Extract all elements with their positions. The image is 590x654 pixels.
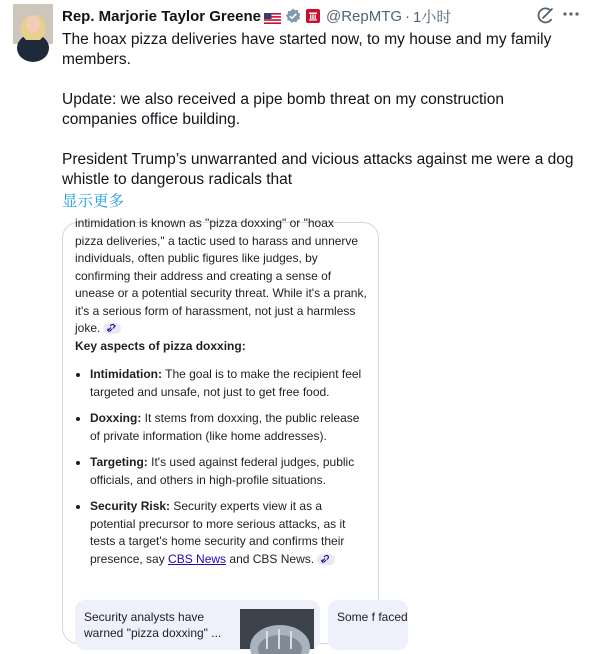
- government-badge-icon[interactable]: [306, 9, 320, 23]
- source-thumbnail: [240, 609, 314, 649]
- attached-image-card[interactable]: [62, 216, 408, 644]
- list-item: [75, 498, 367, 568]
- intro-paragraph: [75, 233, 367, 338]
- source-card: [328, 600, 408, 650]
- list-item: [75, 410, 367, 445]
- link-chip-icon: [103, 323, 121, 334]
- more-options-icon[interactable]: [561, 4, 581, 24]
- source-card-text: Security analysts have warned "pizza doxxing" ...: [84, 610, 222, 640]
- key-aspects-heading: Key aspects of pizza doxxing:: [75, 338, 246, 353]
- aspect-term: Intimidation:: [90, 367, 162, 381]
- tweet-paragraph: President Trump’s unwarranted and vicious attacks against me were a dog whistle to dangerous radicals that: [62, 151, 574, 188]
- us-flag-icon: [264, 11, 281, 22]
- tweet-text: [62, 30, 577, 190]
- aspect-term: Doxxing:: [90, 411, 142, 425]
- author-avatar[interactable]: [13, 4, 53, 44]
- tweet-paragraph: Update: we also received a pipe bomb threat on my construction companies office building.: [62, 91, 504, 128]
- link-chip-icon: [317, 554, 335, 565]
- grok-icon[interactable]: [535, 6, 555, 26]
- aspect-term: Security Risk:: [90, 499, 171, 513]
- aspect-text: It's used against federal judges, public officials, and others in high-profile situations.: [90, 455, 355, 487]
- aspects-list: [75, 366, 367, 568]
- tweet-paragraph: The hoax pizza deliveries have started now, to my house and my family members.: [62, 31, 552, 68]
- aspect-text: It stems from doxxing, the public release of private information (like home addresses).: [90, 411, 360, 443]
- aspect-text-after: and CBS News.: [226, 551, 315, 566]
- source-card-text: Some f faced: [337, 610, 408, 624]
- source-card: [75, 600, 320, 650]
- header-separator: ·: [405, 7, 411, 25]
- verified-badge-icon[interactable]: [285, 8, 301, 24]
- list-item: [75, 366, 367, 401]
- author-name[interactable]: Rep. Marjorie Taylor Greene: [62, 7, 261, 25]
- tweet-header: [62, 6, 451, 26]
- author-handle[interactable]: @RepMTG: [325, 7, 403, 25]
- post-time[interactable]: 1小时: [413, 8, 452, 26]
- aspect-text: Security experts view it as a potential precursor to more serious attacks, as it tests a target's home security and confirms their presence, say: [90, 499, 346, 566]
- aspect-text: The goal is to make the recipient feel targeted and unsafe, not just to get free food.: [90, 367, 362, 399]
- intro-text: pizza deliveries," a tactic used to harass and unnerve individuals, often public figures like judges, by confirming their address and creating a sense of unease or a potential security threat. While it's a prank, it's a serious form of harassment, not just a harmless joke.: [75, 233, 367, 335]
- show-more-link[interactable]: 显示更多: [62, 193, 125, 210]
- cbs-news-link: CBS News: [168, 551, 227, 566]
- aspect-term: Targeting:: [90, 455, 148, 469]
- ai-overview-content: [75, 215, 367, 577]
- list-item: [75, 454, 367, 489]
- intro-partial-line: intimidation is known as "pizza doxxing" or "hoax: [75, 216, 334, 230]
